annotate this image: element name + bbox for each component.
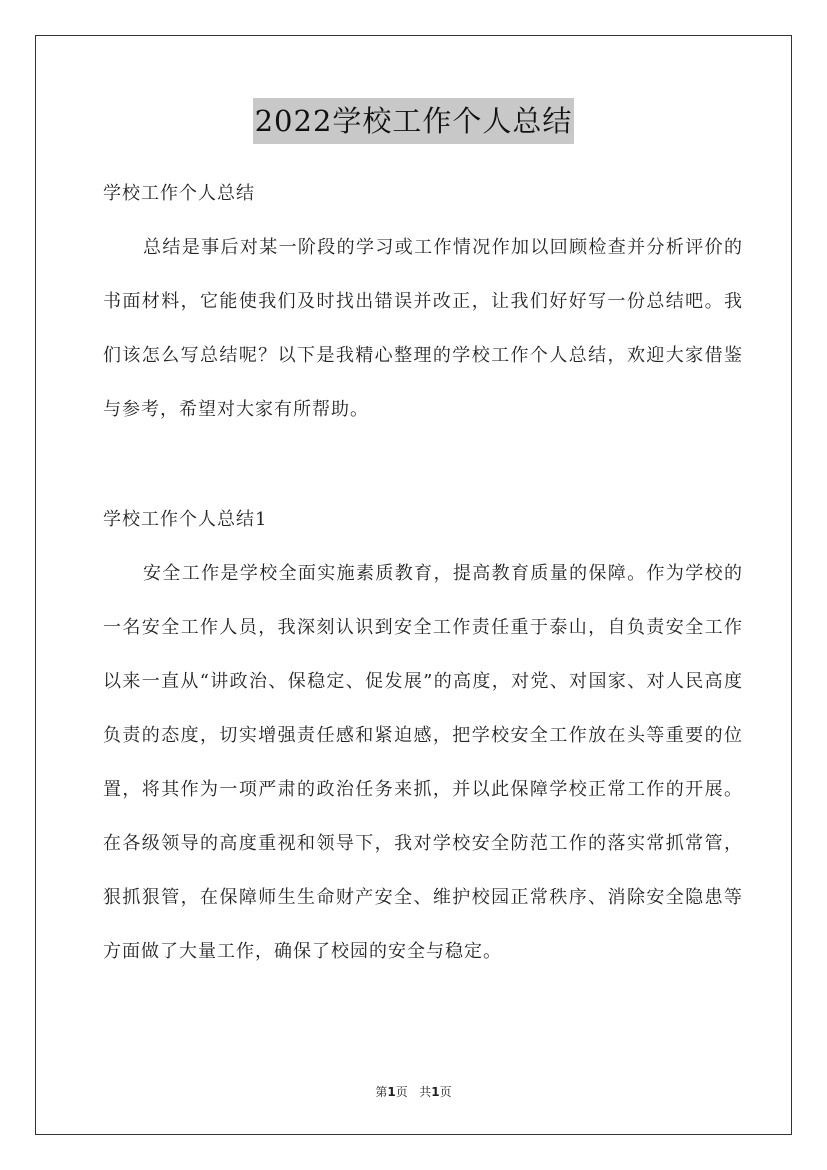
title-container — [0, 98, 827, 144]
footer-page-total: 1 — [431, 1085, 440, 1099]
section-1-paragraph: 安全工作是学校全面实施素质教育，提高教育质量的保障。作为学校的一名安全工作人员，我深刻认识到安全工作责任重于泰山，自负责安全工作以来一直从“讲政治、保稳定、促发展”的高度，对党、对国家、对人民高度负责的态度，切实增强责任感和紧迫感，把学校安全工作放在头等重要的位置，将其作为一项严肃的政治任务来抓，并以此保障学校正常工作的开展。在各级领导的高度重视和领导下，我对学校安全防范工作的落实常抓常管，狠抓狠管，在保障师生生命财产安全、维护校园正常秩序、消除安全隐患等方面做了大量工作，确保了校园的安全与稳定。 — [103, 563, 743, 962]
footer-page-current: 1 — [387, 1085, 396, 1099]
footer-page-prefix: 第 — [375, 1085, 388, 1099]
page-footer — [0, 1082, 827, 1102]
section-1-heading: 学校工作个人总结1 — [103, 509, 268, 530]
document-subtitle: 学校工作个人总结 — [103, 183, 255, 204]
document-title: 2022学校工作个人总结 — [253, 98, 575, 144]
intro-paragraph: 总结是事后对某一阶段的学习或工作情况作加以回顾检查并分析评价的书面材料，它能使我们及时找出错误并改正，让我们好好写一份总结吧。我们该怎么写总结呢？以下是我精心整理的学校工作个人总结，欢迎大家借鉴与参考，希望对大家有所帮助。 — [103, 237, 743, 420]
footer-page-suffix: 页 — [439, 1085, 452, 1099]
footer-page-mid: 页 共 — [395, 1085, 432, 1099]
